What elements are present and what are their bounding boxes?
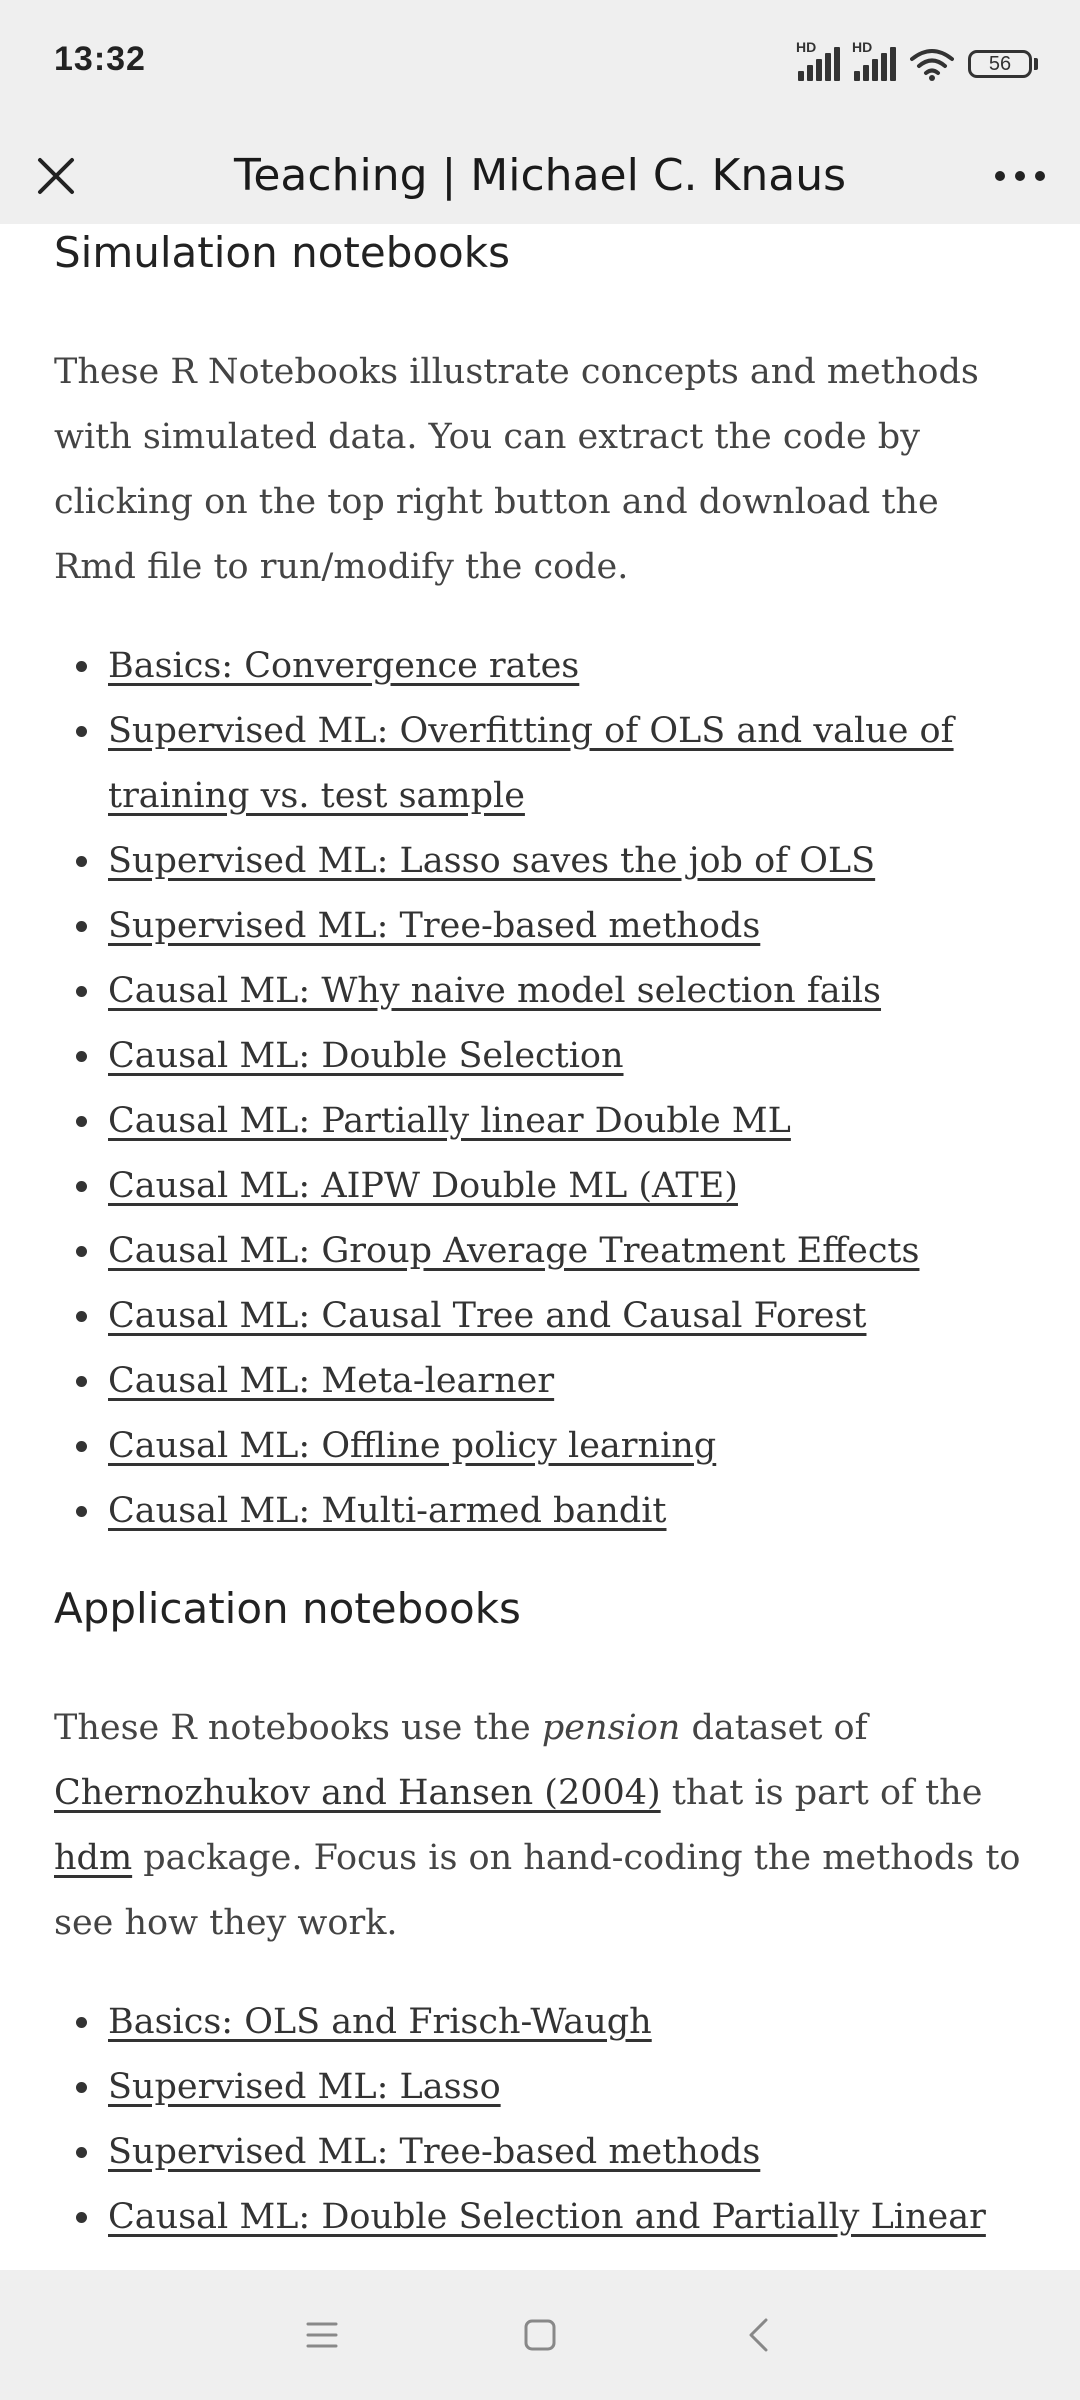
list-item [54,959,1026,1024]
list-item [54,1414,1026,1479]
wifi-icon [910,47,954,81]
battery-level: 56 [968,50,1032,78]
notebook-link[interactable]: Causal ML: Offline policy learning [108,1426,717,1466]
notebook-link[interactable]: Causal ML: Causal Tree and Causal Forest [108,1296,867,1336]
status-icons [796,39,1038,86]
intro-text: dataset of [680,1708,868,1748]
list-item [54,1024,1026,1089]
close-icon [36,156,76,196]
notebook-link[interactable]: Supervised ML: Tree-based methods [108,2132,761,2172]
intro-text: package. Focus is on hand-coding the methods to see how they work. [54,1838,1021,1943]
list-item [54,1219,1026,1284]
back-icon [746,2317,770,2353]
notebook-link[interactable]: Basics: Convergence rates [108,646,580,686]
list-item [54,829,1026,894]
title-bar [0,128,1080,224]
back-button[interactable] [734,2311,782,2359]
signal-hd-label: HD [796,39,817,55]
signal-hd-label: HD [852,39,873,55]
status-time: 13:32 [54,40,146,78]
notebook-link[interactable]: Causal ML: Double Selection and Partially Linear [108,2197,986,2237]
section-heading-application: Application notebooks [54,1584,521,1633]
status-bar [0,0,1080,128]
simulation-notebook-list [54,634,1026,1544]
page-title: Teaching | Michael C. Knaus [233,150,847,201]
package-link[interactable]: hdm [54,1838,133,1878]
reference-link[interactable]: Chernozhukov and Hansen (2004) [54,1773,661,1813]
menu-icon [306,2321,338,2349]
notebook-link[interactable]: Causal ML: Partially linear Double ML [108,1101,791,1141]
notebook-link[interactable]: Basics: OLS and Frisch-Waugh [108,2002,652,2042]
list-item [54,1479,1026,1544]
list-item [54,2185,1026,2250]
list-item [54,2120,1026,2185]
notebook-link[interactable]: Supervised ML: Tree-based methods [108,906,761,946]
notebook-link[interactable]: Causal ML: Group Average Treatment Effects [108,1231,920,1271]
home-button[interactable] [516,2311,564,2359]
list-item [54,1284,1026,1349]
more-icon [994,170,1046,182]
intro-dataset-name: pension [541,1708,681,1748]
list-item [54,894,1026,959]
section-heading-simulation: Simulation notebooks [54,228,510,277]
list-item [54,699,1026,829]
home-icon [524,2319,556,2351]
application-notebook-list [54,1990,1026,2250]
list-item [54,1089,1026,1154]
more-button[interactable] [988,148,1052,204]
list-item [54,1154,1026,1219]
notebook-link[interactable]: Supervised ML: Lasso saves the job of OLS [108,841,876,881]
page-content [0,224,1080,2270]
notebook-link[interactable]: Causal ML: Double Selection [108,1036,624,1076]
simulation-intro: These R Notebooks illustrate concepts and methods with simulated data. You can extract the code by clicking on the top right button and download the Rmd file to run/modify the code. [54,352,979,587]
list-item [54,2055,1026,2120]
notebook-link[interactable]: Causal ML: AIPW Double ML (ATE) [108,1166,738,1206]
list-item [54,1990,1026,2055]
intro-text: that is part of the [660,1773,983,1813]
battery-icon [968,50,1038,78]
list-item [54,1349,1026,1414]
intro-text: These R notebooks use the [54,1708,542,1748]
notebook-link[interactable]: Causal ML: Why naive model selection fails [108,971,882,1011]
system-nav-bar [0,2270,1080,2400]
notebook-link[interactable]: Causal ML: Meta-learner [108,1361,555,1401]
notebook-link[interactable]: Causal ML: Multi-armed bandit [108,1491,667,1531]
close-button[interactable] [28,148,84,204]
notebook-link[interactable]: Supervised ML: Lasso [108,2067,501,2107]
signal-icon [852,39,896,81]
list-item [54,634,1026,699]
notebook-link[interactable]: Supervised ML: Overfitting of OLS and value of training vs. test sample [108,711,954,816]
menu-button[interactable] [298,2311,346,2359]
signal-icon [796,39,840,81]
application-intro [54,1696,1040,1956]
